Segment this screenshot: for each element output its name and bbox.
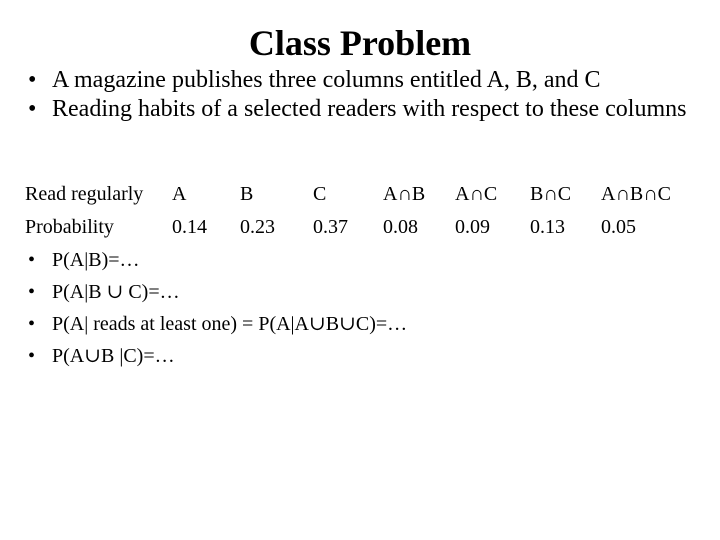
value-cell-b: 0.23 [240, 216, 275, 238]
question-item [28, 244, 698, 276]
bullet-icon: • [28, 96, 37, 122]
intro-bullet-item [28, 66, 698, 95]
bullet-icon: • [28, 313, 36, 335]
header-cell-b-and-c: B∩C [530, 183, 572, 205]
value-cell-a-and-b-and-c: 0.05 [601, 216, 636, 238]
row-label-probability: Probability [25, 216, 114, 238]
value-cell-a-and-b: 0.08 [383, 216, 418, 238]
header-cell-b: B [240, 183, 254, 205]
value-cell-b-and-c: 0.13 [530, 216, 565, 238]
intro-bullet-item [28, 95, 698, 124]
slide-title: Class Problem [248, 23, 472, 63]
intro-bullet-text: A magazine publishes three columns entitled A, B, and C [52, 67, 601, 93]
intro-bullet-text: Reading habits of a selected readers with respect to these columns [52, 96, 687, 122]
header-cell-a: A [172, 183, 187, 205]
table-probability-row [25, 211, 705, 244]
question-item [28, 308, 698, 340]
question-text: P(A|B ∪ C)=… [52, 281, 180, 303]
bullet-icon: • [28, 281, 36, 303]
bullet-icon: • [28, 249, 36, 271]
table-header-row [25, 178, 705, 211]
header-cell-a-and-b: A∩B [383, 183, 426, 205]
header-cell-c: C [313, 183, 327, 205]
bullet-icon: • [28, 345, 36, 367]
question-item [28, 276, 698, 308]
header-cell-read-regularly: Read regularly [25, 183, 144, 205]
probability-table [25, 178, 705, 244]
question-text: P(A∪B |C)=… [52, 345, 175, 367]
question-text: P(A|B)=… [52, 249, 140, 271]
intro-bullet-list [28, 66, 698, 124]
question-item [28, 340, 698, 372]
header-cell-a-and-b-and-c: A∩B∩C [601, 183, 672, 205]
question-bullet-list [28, 244, 698, 372]
header-cell-a-and-c: A∩C [455, 183, 498, 205]
value-cell-a-and-c: 0.09 [455, 216, 490, 238]
question-text: P(A| reads at least one) = P(A|A∪B∪C)=… [52, 313, 408, 335]
value-cell-a: 0.14 [172, 216, 207, 238]
value-cell-c: 0.37 [313, 216, 348, 238]
bullet-icon: • [28, 67, 37, 93]
